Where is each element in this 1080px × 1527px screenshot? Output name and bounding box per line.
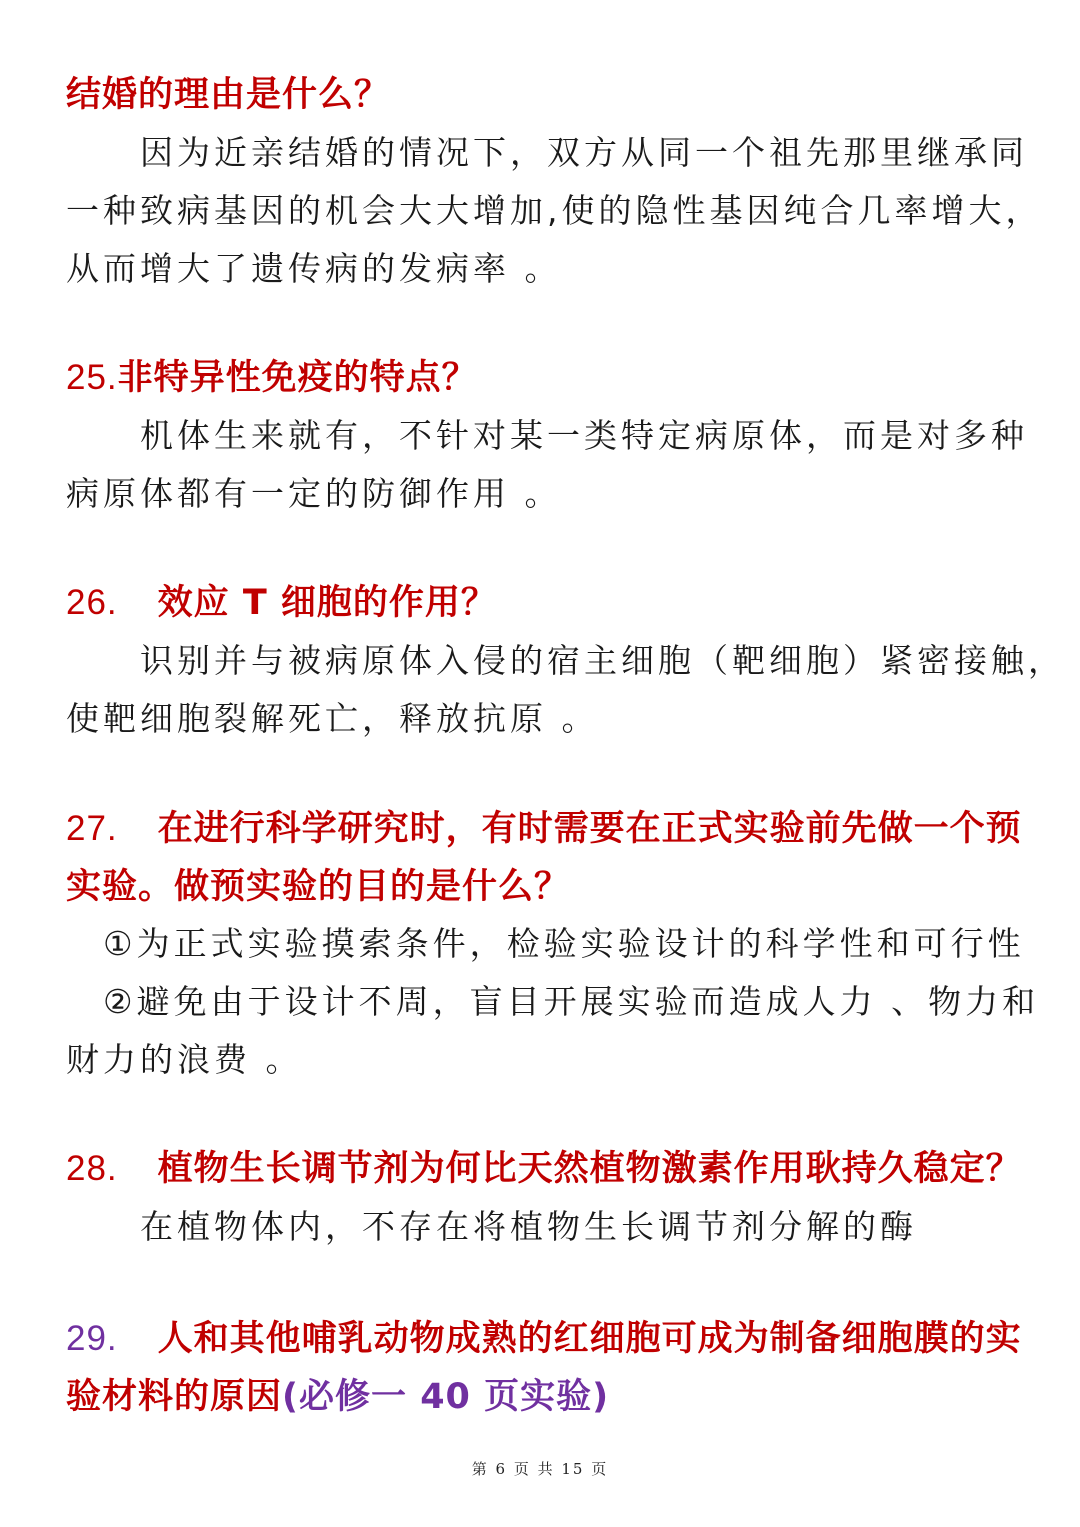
question-number: 26. xyxy=(66,583,118,622)
answer-line: 因为近亲结婚的情况下，双方从同一个祖先那里继承同 xyxy=(140,133,1028,172)
answer-line: 一种致病基因的机会大大增加,使的隐性基因纯合几率增大， xyxy=(66,191,1043,230)
question-number: 29. xyxy=(66,1319,118,1358)
question-text: 验材料的原因 xyxy=(66,1377,283,1417)
question-text: 植物生长调节剂为何比天然植物激素作用耿持久稳定？ xyxy=(157,1149,1022,1189)
answer-28 xyxy=(66,1198,1026,1256)
answer-line: 财力的浪费 。 xyxy=(66,1040,303,1079)
answer-26 xyxy=(66,632,1065,748)
answer-25 xyxy=(66,407,1026,523)
question-number: 25. xyxy=(66,358,118,397)
answer-line: 在植物体内，不存在将植物生长调节剂分解的酶 xyxy=(140,1207,917,1246)
question-number: 27. xyxy=(66,809,118,848)
question-heading-29 xyxy=(66,1310,1022,1426)
question-text: 实验。做预实验的目的是什么？ xyxy=(66,867,571,907)
textbook-reference: (必修一 40 页实验) xyxy=(282,1377,610,1417)
answer-line: 从而增大了遗传病的发病率 。 xyxy=(66,249,562,288)
question-text: 结婚的理由是什么？ xyxy=(66,75,391,115)
answer-27 xyxy=(66,915,1040,1089)
question-number: 28. xyxy=(66,1149,118,1188)
question-heading-marriage xyxy=(66,66,390,124)
page-footer: 第 6 页 共 15 页 xyxy=(471,1460,609,1478)
question-text: 人和其他哺乳动物成熟的红细胞可成为制备细胞膜的实 xyxy=(157,1319,1022,1359)
question-text: 在进行科学研究时，有时需要在正式实验前先做一个预 xyxy=(157,809,1022,849)
question-text: 效应 T 细胞的作用？ xyxy=(157,583,497,623)
question-heading-27 xyxy=(66,800,1022,916)
answer-line: 使靶细胞裂解死亡，释放抗原 。 xyxy=(66,699,599,738)
question-heading-26 xyxy=(66,574,497,632)
answer-line: ①为正式实验摸索条件，检验实验设计的科学性和可行性 xyxy=(103,924,1025,963)
question-text: 非特异性免疫的特点？ xyxy=(117,358,478,398)
answer-line: 识别并与被病原体入侵的宿主细胞（靶细胞）紧密接触， xyxy=(140,641,1065,680)
answer-line: 病原体都有一定的防御作用 。 xyxy=(66,474,562,513)
question-heading-28 xyxy=(66,1140,1022,1198)
answer-line: 机体生来就有，不针对某一类特定病原体，而是对多种 xyxy=(140,416,1028,455)
question-heading-25 xyxy=(66,349,478,407)
answer-marriage xyxy=(66,124,1043,298)
answer-line: ②避免由于设计不周，盲目开展实验而造成人力 、物力和 xyxy=(103,982,1040,1021)
